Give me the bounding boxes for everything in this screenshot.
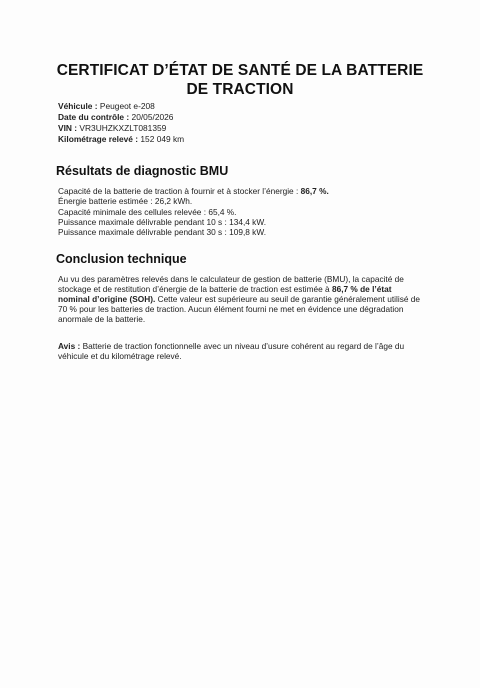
date-value: 20/05/2026 (131, 112, 174, 122)
conclusion-line-4: 70 % pour les batteries de traction. Aucun élément fourni ne met en évidence une dégradation (58, 304, 404, 314)
notice-label: Avis : (58, 341, 81, 351)
conclusion-line-3 (58, 294, 420, 305)
conclusion-line-2 (58, 284, 391, 295)
mileage-label: Kilométrage relevé : (58, 134, 139, 144)
power-30s-line: Puissance maximale délivrable pendant 30 s : 109,8 kW. (58, 227, 266, 237)
vehicle-row (58, 101, 155, 112)
document-title-line-1: CERTIFICAT D’ÉTAT DE SANTÉ DE LA BATTERIE (56, 62, 424, 79)
conclusion-line-5: anormale de la batterie. (58, 314, 146, 324)
conclusion-soh-value: 86,7 % de l’état (331, 284, 392, 294)
document-title-line-2: DE TRACTION (186, 81, 294, 98)
conclusion-heading: Conclusion technique (56, 252, 187, 266)
capacity-line (58, 186, 329, 197)
conclusion-line-1: Au vu des paramètres relevés dans le calculateur de gestion de batterie (BMU), la capacité de (58, 274, 404, 284)
mileage-value: 152 049 km (140, 134, 185, 144)
vin-value: VR3UHZKXZLT081359 (79, 123, 167, 133)
vin-label: VIN : (58, 123, 78, 133)
date-label: Date du contrôle : (58, 112, 130, 122)
energy-line: Énergie batterie estimée : 26,2 kWh. (58, 196, 193, 206)
date-row (58, 112, 173, 123)
capacity-text: Capacité de la batterie de traction à fournir et à stocker l’énergie : (58, 186, 299, 196)
notice-line-1 (58, 341, 404, 352)
capacity-value: 86,7 %. (300, 186, 329, 196)
diagnostic-heading: Résultats de diagnostic BMU (56, 164, 229, 178)
vin-row (58, 123, 166, 134)
notice-text-1: Batterie de traction fonctionnelle avec un niveau d’usure cohérent au regard de l’âge du (82, 341, 405, 351)
min-cell-line: Capacité minimale des cellules relevée : 65,4 %. (58, 207, 237, 217)
conclusion-line-3-text: Cette valeur est supérieure au seuil de garantie généralement utilisé de (157, 294, 421, 304)
mileage-row (58, 134, 184, 145)
vehicle-value: Peugeot e-208 (99, 101, 155, 111)
conclusion-line-2-text: stockage et de restitution d’énergie de la batterie de traction est estimée à (58, 284, 330, 294)
conclusion-soh-label: nominal d’origine (SOH). (58, 294, 156, 304)
vehicle-label: Véhicule : (58, 101, 98, 111)
notice-line-2: véhicule et du kilométrage relevé. (58, 351, 182, 361)
power-10s-line: Puissance maximale délivrable pendant 10 s : 134,4 kW. (58, 217, 266, 227)
